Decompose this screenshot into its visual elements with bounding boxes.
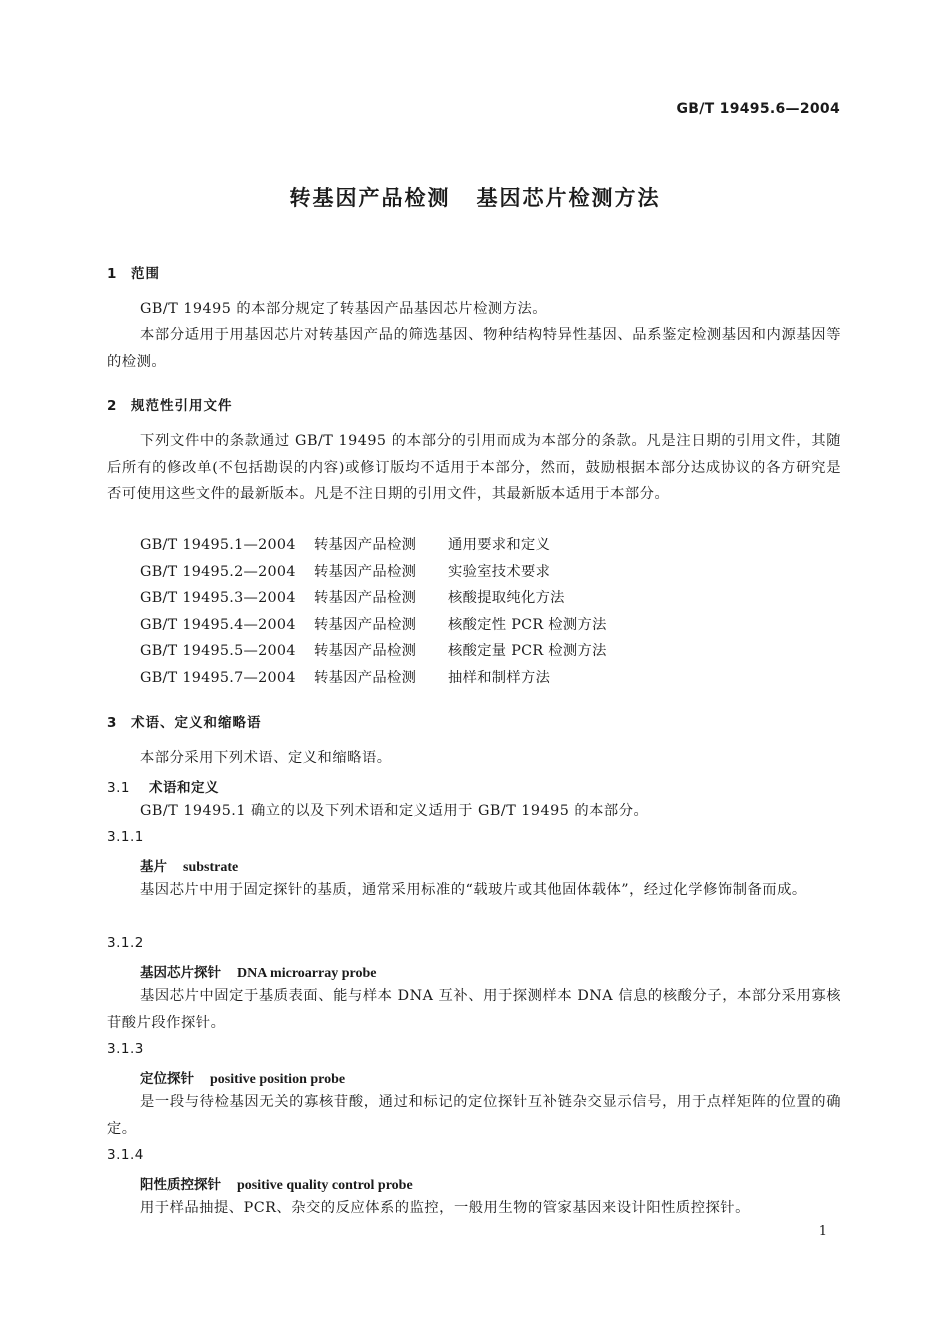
term-title: 基片 substrate [140, 859, 239, 875]
term-number: 3.1.2 [107, 935, 144, 951]
reference-line: GB/T 19495.1—2004 转基因产品检测 通用要求和定义 [140, 537, 551, 553]
document-code: GB/T 19495.6—2004 [676, 101, 840, 117]
subsection-3-1-heading: 3.1 术语和定义 [107, 780, 219, 796]
page-number: 1 [818, 1224, 827, 1239]
section-2-paragraph: 下列文件中的条款通过 GB/T 19495 的本部分的引用而成为本部分的条款。凡是注日期的引用文件，其随后所有的修改单(不包括勘误的内容)或修订版均不适用于本部分，然而，鼓励根据本部分达成协议的各方研究是否可使用这些文件的最新版本。凡是不注日期的引用文件，其最新版本适用于本部分。 [107, 433, 841, 502]
term-definition: 是一段与待检基因无关的寡核苷酸，通过和标记的定位探针互补链杂交显示信号，用于点样矩阵的位置的确定。 [107, 1094, 841, 1137]
section-1-paragraph-2: 本部分适用于用基因芯片对转基因产品的筛选基因、物种结构特异性基因、品系鉴定检测基因和内源基因等的检测。 [107, 327, 841, 370]
term-title: 阳性质控探针 positive quality control probe [140, 1177, 413, 1193]
term-number: 3.1.4 [107, 1147, 144, 1163]
title-part-1: 转基因产品检测 [289, 186, 451, 210]
section-1-heading: 1 范围 [107, 266, 160, 282]
page-title [0, 182, 950, 212]
reference-line: GB/T 19495.2—2004 转基因产品检测 实验室技术要求 [140, 564, 551, 580]
section-2-heading: 2 规范性引用文件 [107, 398, 233, 414]
reference-line: GB/T 19495.7—2004 转基因产品检测 抽样和制样方法 [140, 670, 551, 686]
subsection-3-1-paragraph: GB/T 19495.1 确立的以及下列术语和定义适用于 GB/T 19495 的本部分。 [140, 803, 649, 819]
section-3-heading: 3 术语、定义和缩略语 [107, 715, 262, 731]
section-1-paragraph-1: GB/T 19495 的本部分规定了转基因产品基因芯片检测方法。 [140, 301, 548, 317]
term-definition: 基因芯片中用于固定探针的基质，通常采用标准的“载玻片或其他固体载体”，经过化学修饰制备而成。 [140, 882, 807, 898]
section-3-paragraph: 本部分采用下列术语、定义和缩略语。 [140, 750, 392, 766]
term-definition: 基因芯片中固定于基质表面、能与样本 DNA 互补、用于探测样本 DNA 信息的核酸分子，本部分采用寡核苷酸片段作探针。 [107, 988, 841, 1031]
term-title: 定位探针 positive position probe [140, 1071, 346, 1087]
reference-line: GB/T 19495.4—2004 转基因产品检测 核酸定性 PCR 检测方法 [140, 617, 607, 633]
title-part-2: 基因芯片检测方法 [476, 186, 661, 210]
term-number: 3.1.3 [107, 1041, 144, 1057]
term-definition: 用于样品抽提、PCR、杂交的反应体系的监控，一般用生物的管家基因来设计阳性质控探针。 [140, 1200, 750, 1216]
reference-line: GB/T 19495.3—2004 转基因产品检测 核酸提取纯化方法 [140, 590, 565, 606]
term-title: 基因芯片探针 DNA microarray probe [140, 965, 377, 981]
reference-line: GB/T 19495.5—2004 转基因产品检测 核酸定量 PCR 检测方法 [140, 643, 607, 659]
term-number: 3.1.1 [107, 829, 144, 845]
